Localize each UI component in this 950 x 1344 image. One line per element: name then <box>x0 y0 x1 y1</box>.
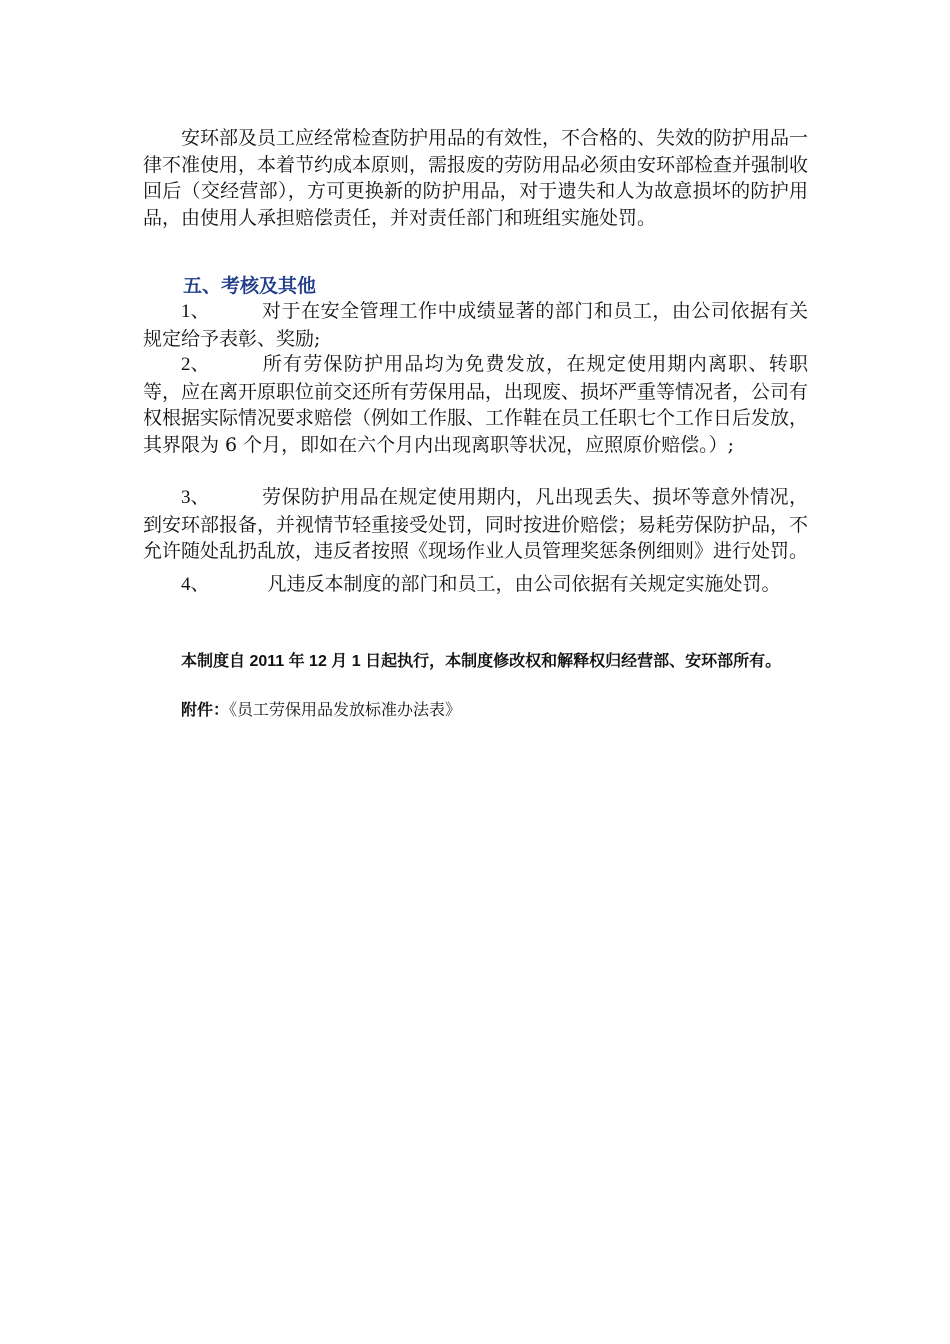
item-number: 1、 <box>181 301 210 322</box>
intro-paragraph: 安环部及员工应经常检查防护用品的有效性，不合格的、失效的防护用品一律不准使用，本着节约成本原则，需报废的劳防用品必须由安环部检查并强制收回后（交经营部），方可更换新的防护用品，对于遗失和人为故意损坏的防护用品，由使用人承担赔偿责任，并对责任部门和班组实施处罚。 <box>143 127 809 229</box>
list-item <box>143 571 808 599</box>
item-text: 所有劳保防护用品均为免费发放，在规定使用期内离职、转职等，应在离开原职位前交还所有劳保用品，出现废、损坏严重等情况者，公司有权根据实际情况要求赔偿（例如工作服、工作鞋在员工任职七个工作日后发放，其界限为 6 个月，即如在六个月内出现离职等状况，应照原价赔偿。）; <box>143 353 809 456</box>
item-text: 劳保防护用品在规定使用期内，凡出现丢失、损坏等意外情况，到安环部报备，并视情节轻重接受处罚，同时按进价赔偿；易耗劳保防护品，不允许随处乱扔乱放，违反者按照《现场作业人员管理奖惩条例细则》进行处罚。 <box>143 486 809 562</box>
effective-statement: 本制度自 2011 年 12 月 1 日起执行，本制度修改权和解释权归经营部、安环部所有。 <box>181 653 782 670</box>
attachment-line <box>143 700 808 722</box>
list-item <box>143 484 808 565</box>
list-item <box>143 298 808 352</box>
attachment-text: 《员工劳保用品发放标准办法表》 <box>229 702 462 719</box>
item-text: 凡违反本制度的部门和员工，由公司依据有关规定实施处罚。 <box>267 573 781 595</box>
list-item <box>143 351 808 458</box>
item-number: 3、 <box>181 487 210 508</box>
section-heading: 五、考核及其他 <box>183 275 317 297</box>
item-number: 2、 <box>181 354 210 375</box>
attachment-label: 附件： <box>181 702 230 719</box>
item-number: 4、 <box>181 574 210 595</box>
item-text: 对于在安全管理工作中成绩显著的部门和员工，由公司依据有关规定给予表彰、奖励; <box>143 300 808 350</box>
